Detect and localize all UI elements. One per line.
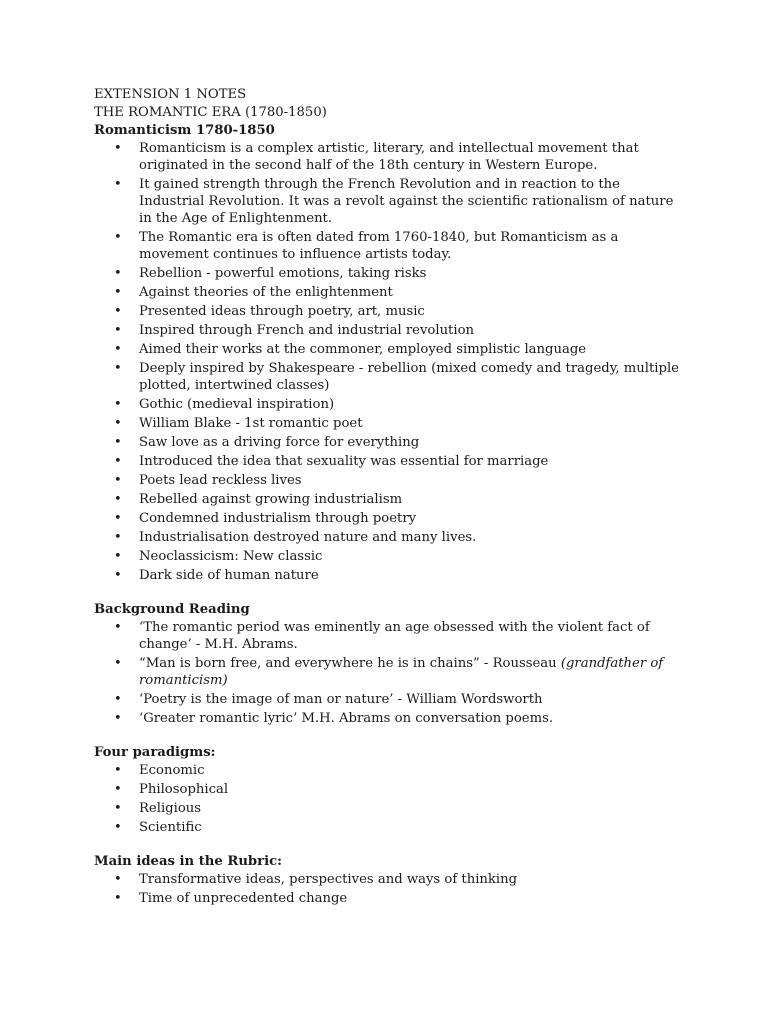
list-item: • Romanticism is a complex artistic, literary, and intellectual movement that originated in the second half of the 18th century in Western Europe. <box>114 141 639 173</box>
list-item: • ‘Greater romantic lyric’ M.H. Abrams on conversation poems. <box>114 711 554 726</box>
bullet-icon: • <box>114 891 122 906</box>
bullet-icon: • <box>114 177 122 192</box>
bullet-icon: • <box>114 342 122 357</box>
bullet-icon: • <box>114 872 122 887</box>
era-title: THE ROMANTIC ERA (1780-1850) <box>94 105 327 120</box>
list-item: • Aimed their works at the commoner, employed simplistic language <box>114 342 587 357</box>
list-item: • Against theories of the enlightenment <box>114 285 393 300</box>
bullet-icon: • <box>114 820 122 835</box>
list-item: • Neoclassicism: New classic <box>114 549 323 564</box>
bullet-icon: • <box>114 530 122 545</box>
list-item: • ‘Poetry is the image of man or nature’ - William Wordsworth <box>114 692 543 707</box>
document-page <box>94 86 684 909</box>
bullet-icon: • <box>114 266 122 281</box>
bullet-icon: • <box>114 692 122 707</box>
bullet-icon: • <box>114 801 122 816</box>
paradigms-heading: Four paradigms: <box>94 745 216 760</box>
section-gap <box>94 586 684 601</box>
bullet-icon: • <box>114 323 122 338</box>
bullet-icon: • <box>114 141 122 156</box>
bullet-icon: • <box>114 763 122 778</box>
bullet-icon: • <box>114 549 122 564</box>
bullet-icon: • <box>114 568 122 583</box>
bullet-icon: • <box>114 492 122 507</box>
list-item: • Saw love as a driving force for everything <box>114 435 420 450</box>
bullet-icon: • <box>114 454 122 469</box>
list-item: • Rebelled against growing industrialism <box>114 492 403 507</box>
section-gap <box>94 729 684 744</box>
list-item: • William Blake - 1st romantic poet <box>114 416 363 431</box>
list-item: • Inspired through French and industrial revolution <box>114 323 475 338</box>
bullet-icon: • <box>114 361 122 376</box>
list-item: • Rebellion - powerful emotions, taking risks <box>114 266 427 281</box>
list-item: • Religious <box>114 801 202 816</box>
bullet-icon: • <box>114 782 122 797</box>
section-gap <box>94 838 684 853</box>
list-item: • Scientific <box>114 820 202 835</box>
list-item: • Philosophical <box>114 782 229 797</box>
rousseau-note: (grandfather of romanticism) <box>139 656 664 688</box>
bullet-icon: • <box>114 711 122 726</box>
paradigms-list <box>94 762 684 836</box>
list-item: • The Romantic era is often dated from 1760-1840, but Romanticism as a movement continues to influence artists today. <box>114 230 619 262</box>
bullet-icon: • <box>114 620 122 635</box>
list-item: • Deeply inspired by Shakespeare - rebellion (mixed comedy and tragedy, multiple plotted, intertwined classes) <box>114 361 679 393</box>
list-item: • Industrialisation destroyed nature and many lives. <box>114 530 477 545</box>
doc-title: EXTENSION 1 NOTES <box>94 87 247 102</box>
bullet-icon: • <box>114 285 122 300</box>
bullet-icon: • <box>114 656 122 671</box>
bullet-icon: • <box>114 416 122 431</box>
list-item: • Introduced the idea that sexuality was essential for marriage <box>114 454 549 469</box>
bullet-icon: • <box>114 230 122 245</box>
list-item: • Dark side of human nature <box>114 568 319 583</box>
list-item: • Economic <box>114 763 205 778</box>
bullet-icon: • <box>114 435 122 450</box>
background-reading-heading: Background Reading <box>94 602 250 617</box>
list-item: • Poets lead reckless lives <box>114 473 302 488</box>
list-item: • Condemned industrialism through poetry <box>114 511 417 526</box>
bullet-icon: • <box>114 397 122 412</box>
background-reading-list <box>94 619 684 727</box>
bullet-icon: • <box>114 511 122 526</box>
bullet-icon: • <box>114 473 122 488</box>
list-item: • Gothic (medieval inspiration) <box>114 397 335 412</box>
rubric-list <box>94 871 684 907</box>
list-item: • Presented ideas through poetry, art, music <box>114 304 425 319</box>
list-item: • “Man is born free, and everywhere he is in chains” - Rousseau (grandfather of romanticism) <box>114 656 664 688</box>
bullet-icon: • <box>114 304 122 319</box>
romanticism-list <box>94 140 684 584</box>
list-item: • ‘The romantic period was eminently an age obsessed with the violent fact of change’ - M.H. Abrams. <box>114 620 650 652</box>
list-item: • It gained strength through the French Revolution and in reaction to the Industrial Revolution. It was a revolt against the scientific rationalism of nature in the Age of Enlightenment. <box>114 177 674 226</box>
romanticism-heading: Romanticism 1780-1850 <box>94 123 275 138</box>
rubric-heading: Main ideas in the Rubric: <box>94 854 282 869</box>
list-item: • Transformative ideas, perspectives and ways of thinking <box>114 872 518 887</box>
list-item: • Time of unprecedented change <box>114 891 348 906</box>
